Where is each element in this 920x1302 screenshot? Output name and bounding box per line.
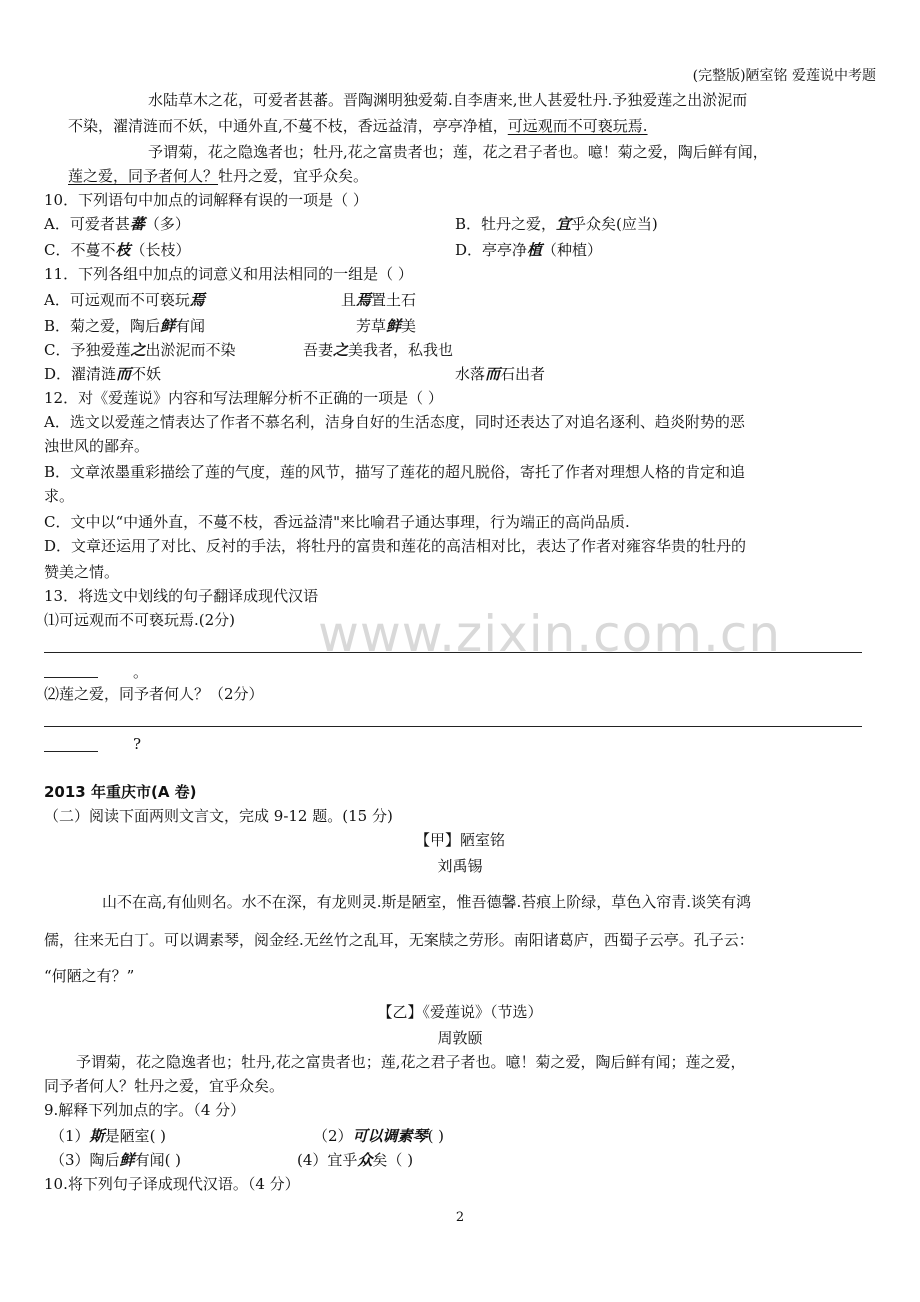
q12-option-a-line2: 浊世风的鄙弃。 bbox=[44, 437, 150, 455]
q12-option-b-line2: 求。 bbox=[44, 487, 75, 505]
underlined-sentence-2: 莲之爱，同予者何人？ bbox=[68, 167, 219, 185]
q9-stem: 9.解释下列加点的字。（4 分） bbox=[44, 1101, 246, 1119]
dotted-word: 蕃 bbox=[129, 215, 145, 233]
jia-text-line-1: 山不在高,有仙则名。水不在深，有龙则灵.斯是陋室，惟吾德馨.苔痕上阶绿，草色入帘青.谈笑有鸿 bbox=[102, 893, 752, 911]
passage-line-1: 水陆草木之花，可爱者甚蕃。晋陶渊明独爱菊.自李唐来,世人甚爱牡丹.予独爱莲之出淤泥而 bbox=[148, 91, 748, 109]
answer-line-short[interactable] bbox=[44, 677, 98, 678]
q12-stem: 12．对《爱莲说》内容和写法理解分析不正确的一项是（ ） bbox=[44, 389, 443, 407]
passage-line-4: 莲之爱，同予者何人？牡丹之爱，宜乎众矣。 bbox=[68, 167, 369, 185]
yi-text-line-1: 予谓菊，花之隐逸者也；牡丹,花之富贵者也；莲,花之君子者也。噫！菊之爱，陶后鲜有闻；莲之爱， bbox=[76, 1053, 746, 1071]
dotted-word: 之 bbox=[130, 341, 146, 359]
dotted-word: 众 bbox=[357, 1151, 373, 1169]
q12-option-c: C．文中以“中通外直，不蔓不枝，香远益清"来比喻君子通达事理，行为端正的高尚品质. bbox=[44, 513, 630, 531]
q13-sentence-1: ⑴可远观而不可亵玩焉.(2分) bbox=[44, 611, 236, 629]
q9-item-2: （2）可以调素琴( ) bbox=[313, 1127, 445, 1145]
passage-line-3: 予谓菊，花之隐逸者也；牡丹,花之富贵者也；莲，花之君子者也。噫！菊之爱，陶后鲜有闻， bbox=[148, 143, 768, 161]
q11-option-a-left: A．可远观而不可亵玩焉 bbox=[44, 291, 205, 309]
q11-option-a-right: 且焉置土石 bbox=[341, 291, 417, 309]
yi-text-line-2: 同予者何人？牡丹之爱，宜乎众矣。 bbox=[44, 1077, 285, 1095]
q12-option-d-line1: D．文章还运用了对比、反衬的手法，将牡丹的富贵和莲花的高洁相对比，表达了作者对雍容华贵的牡丹的 bbox=[44, 537, 747, 555]
passage-line-2: 不染，濯清涟而不妖，中通外直,不蔓不枝，香远益清，亭亭净植，可远观而不可亵玩焉. bbox=[68, 117, 648, 135]
dotted-word: 而 bbox=[485, 365, 501, 383]
dotted-word: 鲜 bbox=[386, 317, 402, 335]
q10-option-c: C．不蔓不枝（长枝） bbox=[44, 241, 191, 259]
q10-translate-stem: 10.将下列句子译成现代汉语。（4 分） bbox=[44, 1175, 300, 1193]
dotted-word: 可以调素琴 bbox=[352, 1127, 428, 1145]
q12-option-a-line1: A．选文以爱莲之情表达了作者不慕名利，洁身自好的生活态度，同时还表达了对追名逐利、趋炎附势的恶 bbox=[44, 413, 745, 431]
jia-text-line-2: 儒，往来无白丁。可以调素琴，阅金经.无丝竹之乱耳，无案牍之劳形。南阳诸葛庐，西蜀子云亭。孔子云： bbox=[44, 931, 754, 949]
dotted-word: 枝 bbox=[115, 241, 131, 259]
q9-item-3: （3）陶后鲜有闻( ) bbox=[50, 1151, 182, 1169]
q10-option-a: A．可爱者甚蕃（多） bbox=[44, 215, 190, 233]
watermark: www.zixin.com.cn bbox=[318, 605, 782, 663]
q11-option-c-right: 吾妻之美我者，私我也 bbox=[303, 341, 454, 359]
q11-option-d-right: 水落而石出者 bbox=[455, 365, 546, 383]
answer-line[interactable] bbox=[44, 726, 862, 727]
yi-author: 周敦颐 bbox=[437, 1029, 483, 1047]
q9-item-1: （1）斯是陋室( ) bbox=[50, 1127, 167, 1145]
dotted-word: 斯 bbox=[89, 1127, 105, 1145]
q12-option-b-line1: B．文章浓墨重彩描绘了莲的气度，莲的风节，描写了莲花的超凡脱俗，寄托了作者对理想人格的肯定和追 bbox=[44, 463, 746, 481]
dotted-word: 宜 bbox=[556, 215, 572, 233]
dotted-word: 植 bbox=[527, 241, 543, 259]
section-title: 2013 年重庆市(A 卷) bbox=[44, 783, 197, 801]
dotted-word: 焉 bbox=[356, 291, 372, 309]
q11-option-c-left: C．予独爱莲之出淤泥而不染 bbox=[44, 341, 236, 359]
answer-line-short[interactable] bbox=[44, 751, 98, 752]
q11-option-b-right: 芳草鲜美 bbox=[356, 317, 417, 335]
dotted-word: 之 bbox=[333, 341, 349, 359]
dotted-word: 而 bbox=[116, 365, 132, 383]
q10-stem: 10．下列语句中加点的词解释有误的一项是（ ） bbox=[44, 191, 368, 209]
answer-line[interactable] bbox=[44, 652, 862, 653]
q13-end-question-mark: ? bbox=[133, 735, 142, 753]
dotted-word: 鲜 bbox=[119, 1151, 135, 1169]
jia-text-line-3: “何陋之有？” bbox=[44, 967, 135, 985]
page-number: 2 bbox=[455, 1210, 465, 1225]
q13-stem: 13．将选文中划线的句子翻译成现代汉语 bbox=[44, 587, 319, 605]
document-header: (完整版)陋室铭 爱莲说中考题 bbox=[692, 68, 876, 84]
jia-title: 【甲】陋室铭 bbox=[414, 831, 505, 849]
q10-option-b: B．牡丹之爱，宜乎众矣(应当) bbox=[455, 215, 658, 233]
q12-option-d-line2: 赞美之情。 bbox=[44, 563, 120, 581]
q10-option-d: D．亭亭净植（种植） bbox=[455, 241, 603, 259]
q11-option-b-left: B．菊之爱，陶后鲜有闻 bbox=[44, 317, 206, 335]
yi-title: 【乙】《爱莲说》（节选） bbox=[377, 1003, 543, 1021]
q9-item-4: (4）宜乎众矣（ ) bbox=[297, 1151, 414, 1169]
q13-sentence-2: ⑵莲之爱，同予者何人？（2分） bbox=[44, 685, 264, 703]
dotted-word: 焉 bbox=[189, 291, 205, 309]
q13-end-period: 。 bbox=[133, 663, 149, 681]
underlined-sentence-1: 可远观而不可亵玩焉. bbox=[507, 117, 648, 135]
dotted-word: 鲜 bbox=[160, 317, 176, 335]
q11-option-d-left: D．濯清涟而不妖 bbox=[44, 365, 162, 383]
q11-stem: 11．下列各组中加点的词意义和用法相同的一组是（ ） bbox=[44, 265, 413, 283]
section-intro: （二）阅读下面两则文言文，完成 9-12 题。(15 分) bbox=[44, 807, 393, 825]
jia-author: 刘禹锡 bbox=[437, 857, 483, 875]
